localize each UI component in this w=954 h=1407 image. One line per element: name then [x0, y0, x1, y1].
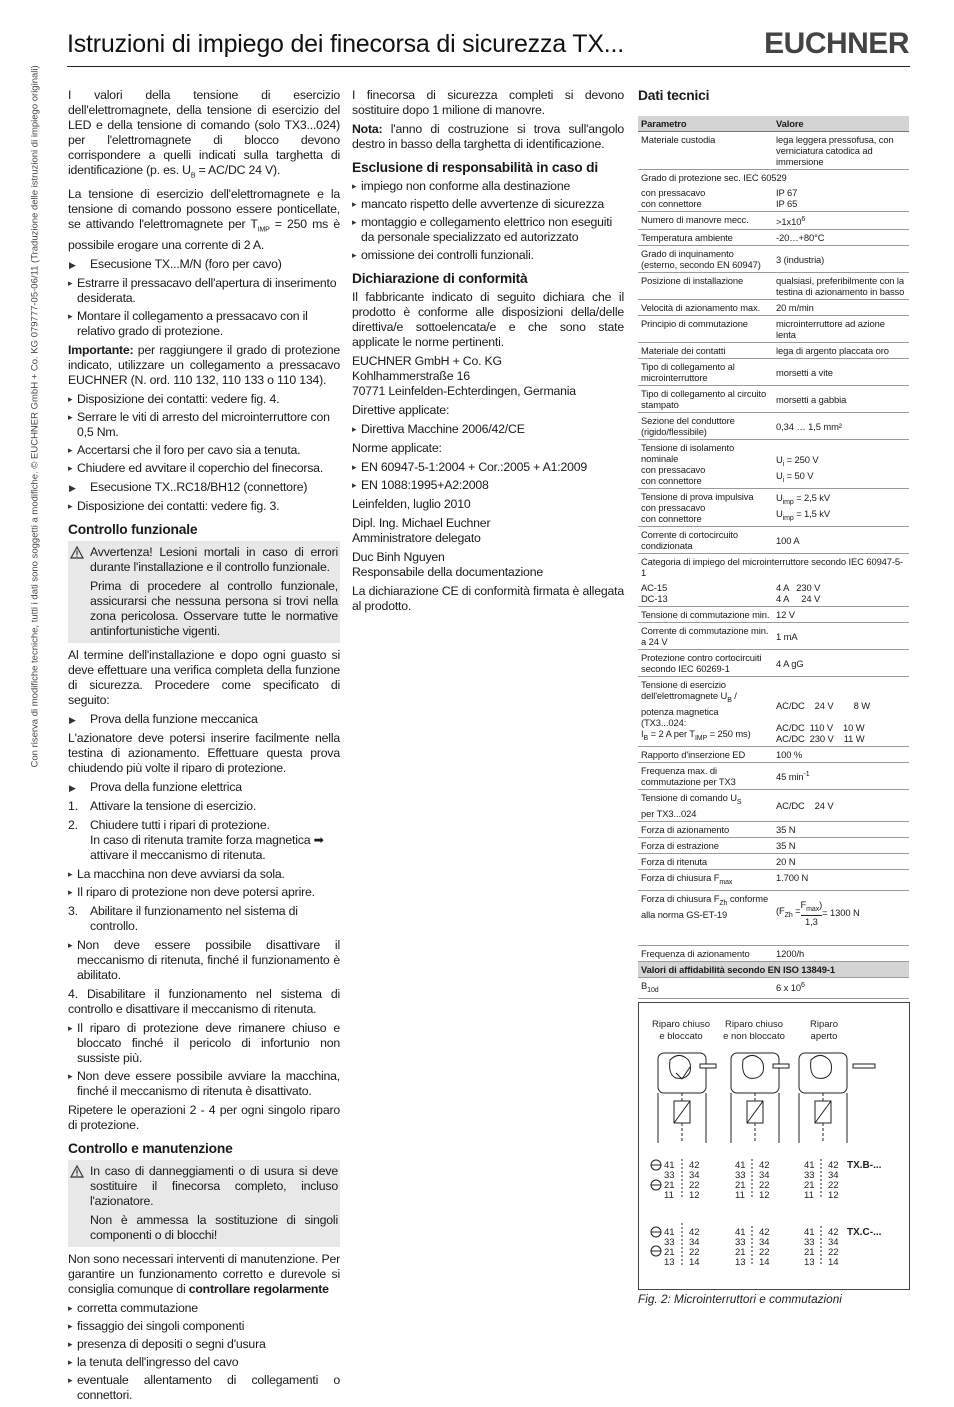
list-item: ▸ La macchina non deve avviarsi da sola. [68, 867, 340, 882]
warning-icon [70, 546, 84, 559]
list-item: ▸ mancato rispetto delle avvertenze di sicurezza [352, 197, 624, 212]
svg-text:42: 42 [828, 1227, 839, 1238]
step-meccanica: ▶ Prova della funzione meccanica [68, 712, 340, 727]
svg-text:42: 42 [759, 1227, 770, 1238]
label-aperto: Riparo [810, 1019, 838, 1030]
list-item: ▸ fissaggio dei singoli componenti [68, 1319, 340, 1334]
svg-text:14: 14 [759, 1257, 770, 1268]
switch-sketch-open [799, 1053, 875, 1143]
table-row: Grado di inquinamento (esterno, secondo EN 60947) 3 (industria) [638, 246, 909, 273]
manufacturer-address: EUCHNER GmbH + Co. KG Kohlhammerstraße 16 70771 Leinfelden-Echterdingen, Germania [352, 354, 576, 398]
table-row: AC-15 DC-13 4 A 230 V 4 A 24 V [638, 580, 909, 607]
svg-text:41: 41 [735, 1160, 746, 1171]
list-item: ▸ corretta commutazione [68, 1301, 340, 1316]
svg-text:22: 22 [759, 1180, 770, 1191]
label-norme: Norme applicate: [352, 441, 442, 455]
svg-text:14: 14 [828, 1257, 839, 1268]
label-txb: TX.B-... [847, 1160, 882, 1171]
table-row: $B_{10d}$ 6 x $10^6$ [638, 977, 909, 998]
table-row: Principio di commutazione microinterruttore ad azione lenta [638, 316, 909, 343]
header-rule [67, 66, 910, 67]
para-ponticellate: La tensione di esercizio dell'elettromagnete e la tensione di comando possono essere ponticellate, se attivando l'elettromagnete per $T_{IMP} = 250$ ms è possibile erogare una corrente di 2 A. [68, 187, 340, 252]
switch-sketch-closed-locked [658, 1053, 716, 1143]
svg-text:11: 11 [735, 1190, 745, 1201]
list-item: ▸ Accertarsi che il foro per cavo sia a tenuta. [68, 443, 340, 458]
list-item: ▸ montaggio e collegamento elettrico non eseguiti da personale specializzato ed autorizzato [352, 215, 624, 245]
table-header: Parametro Valore [638, 116, 909, 132]
numbered-step-2: 2. Chiudere tutti i ripari di protezione. In caso di ritenuta tramite forza magnetica ➡ attivare il meccanismo di ritenuta. [68, 817, 324, 862]
svg-text:13: 13 [664, 1257, 675, 1268]
svg-text:13: 13 [804, 1257, 815, 1268]
list-item: ▸ Montare il collegamento a pressacavo con il relativo grado di protezione. [68, 309, 340, 339]
svg-text:13: 13 [735, 1257, 746, 1268]
table-row: Sezione del conduttore (rigido/flessibile) 0,34 … 1,5 mm² [638, 413, 909, 440]
table-row: Tensione di comando $U_S$ per TX3...024 AC/DC 24 V [638, 789, 909, 821]
list-item: ▸ Il riparo di protezione non deve potersi aprire. [68, 885, 340, 900]
svg-text:42: 42 [759, 1160, 770, 1171]
table-row: Forza di ritenuta 20 N [638, 853, 909, 869]
step-mn: ▶ Esecusione TX...M/N (foro per cavo) [68, 257, 340, 272]
list-direttive [352, 422, 624, 437]
para-nota: Nota: l'anno di costruzione si trova sull'angolo destro in basso della targhetta di identificazione. [352, 122, 624, 151]
heading-esclusione: Esclusione di responsabilità in caso di [352, 160, 598, 175]
svg-text:12: 12 [828, 1190, 839, 1201]
svg-text:33: 33 [664, 1170, 675, 1181]
svg-text:41: 41 [664, 1227, 675, 1238]
switch-sketch-closed-unlocked [731, 1053, 789, 1143]
list-item: ▸ eventuale allentamento di collegamenti o connettori. [68, 1373, 340, 1403]
table-row: Tipo di collegamento al microinterruttore morsetti a vite [638, 359, 909, 386]
svg-text:21: 21 [735, 1180, 746, 1191]
para-dichiarazione: Il fabbricante indicato di seguito dichiara che il prodotto è conforme alle disposizioni della/delle direttiva/e sottoelencata/e e che sono state applicate le norme pertinenti. [352, 290, 624, 349]
table-row: Corrente di commutazione min. a 24 V 1 mA [638, 623, 909, 650]
svg-text:22: 22 [689, 1247, 700, 1258]
svg-text:11: 11 [804, 1190, 814, 1201]
svg-text:42: 42 [689, 1227, 700, 1238]
list-item: ▸ Estrarre il pressacavo dell'apertura di inserimento desiderata. [68, 276, 340, 306]
table-row: Tipo di collegamento al circuito stampato morsetti a gabbia [638, 386, 909, 413]
svg-text:41: 41 [804, 1227, 815, 1238]
list-item: ▸ Disposizione dei contatti: vedere fig. 3. [68, 499, 340, 514]
svg-text:33: 33 [804, 1170, 815, 1181]
tech-data-table [638, 116, 909, 999]
list-item: ▸ omissione dei controlli funzionali. [352, 248, 624, 263]
svg-text:42: 42 [828, 1160, 839, 1171]
column-3 [638, 88, 910, 999]
warning-text: Prima di procedere al controllo funzionale, assicurarsi che nessuna persona si trovi nella zona pericolosa. Osservare tutte le normative antinfortunistiche vigenti. [90, 578, 338, 638]
svg-text:22: 22 [828, 1247, 839, 1258]
column-2 [352, 88, 624, 618]
list-step-3 [68, 938, 340, 983]
svg-text:34: 34 [759, 1237, 770, 1248]
label-direttive: Direttive applicate: [352, 403, 450, 417]
table-row: Posizione di installazione qualsiasi, preferibilmente con la testina di azionamento in basso [638, 273, 909, 300]
svg-text:33: 33 [735, 1170, 746, 1181]
para-sostituzione: I finecorsa di sicurezza completi si devono sostituire dopo 1 milione di manovre. [352, 88, 624, 117]
table-row: Grado di protezione sec. IEC 60529 [641, 172, 787, 183]
para-ripetere: Ripetere le operazioni 2 - 4 per ogni singolo riparo di protezione. [68, 1102, 340, 1132]
brand-logo: EUCHNER [764, 27, 909, 60]
table-row: con pressacavo con connettore IP 67 IP 65 [638, 185, 909, 212]
table-row: Numero di manovre mecc. $>1x10^6$ [638, 212, 909, 230]
table-row: Materiale custodia lega leggera pressofusa, con verniciatura catodica ad immersione [638, 132, 909, 170]
svg-text:33: 33 [735, 1237, 746, 1248]
list-mn [68, 276, 340, 339]
list-item: ▸ la tenuta dell'ingresso del cavo [68, 1355, 340, 1370]
figure-microinterruttori [638, 1002, 910, 1290]
list-esclusione [352, 179, 624, 263]
svg-text:41: 41 [735, 1227, 746, 1238]
column-1 [68, 88, 340, 1407]
svg-text:42: 42 [689, 1160, 700, 1171]
svg-text:34: 34 [828, 1170, 839, 1181]
table-row: Temperatura ambiente -20…+80°C [638, 230, 909, 246]
list-montaggio [68, 392, 340, 476]
table-row: Tensione di commutazione min. 12 V [638, 607, 909, 623]
table-row: Velocità di azionamento max. 20 m/min [638, 300, 909, 316]
table-row: Materiale dei contatti lega di argento placcata oro [638, 343, 909, 359]
label-chiuso-non-bloccato: Riparo chiuso [724, 1019, 784, 1030]
para-importante: Importante: per raggiungere il grado di protezione indicato, utilizzare un collegamento a pressacavo EUCHNER (N. ord. 110 132, 110 133 o 110 134). [68, 342, 340, 387]
svg-text:33: 33 [804, 1237, 815, 1248]
svg-text:21: 21 [804, 1180, 815, 1191]
svg-text:21: 21 [735, 1247, 746, 1258]
table-row: Categoria di impiego del microinterruttore secondo IEC 60947-5-1 [641, 556, 904, 579]
contacts-txb [651, 1159, 882, 1201]
warning-icon [70, 1165, 84, 1178]
table-row: Tensione di prova impulsiva con pressacavo con connettore $U_{imp} = 2,5$ kV $U_{imp} = 1,5$ kV [638, 489, 909, 527]
table-row: Forza di azionamento 35 N [638, 821, 909, 837]
list-item: ▸ Direttiva Macchine 2006/42/CE [352, 422, 624, 437]
list-item: ▸ Non deve essere possibile disattivare il meccanismo di ritenuta, finché il funzionamento è abilitato. [68, 938, 340, 983]
list-item: ▸ Disposizione dei contatti: vedere fig. 4. [68, 392, 340, 407]
figure-caption: Fig. 2: Microinterruttori e commutazioni [638, 1292, 842, 1306]
para-termine: Al termine dell'installazione e dopo ogni guasto si deve effettuare una verifica completa della funzione di sicurezza. Procedere come specificato di seguito: [68, 647, 340, 707]
svg-text:12: 12 [759, 1190, 770, 1201]
para-azionatore: L'azionatore deve potersi inserire facilmente nella testina di azionamento. Effettuare questa prova chiudendo più volte il riparo di protezione. [68, 730, 340, 775]
list-rc [68, 499, 340, 514]
switch-diagram [639, 1003, 909, 1289]
svg-text:22: 22 [689, 1180, 700, 1191]
heading-manutenzione: Controllo e manutenzione [68, 1140, 233, 1156]
list-item: ▸ impiego non conforme alla destinazione [352, 179, 624, 194]
svg-text:34: 34 [689, 1170, 700, 1181]
para-manutenzione: Non sono necessari interventi di manutenzione. Per garantire un funzionamento corretto e durevole si consiglia comunque di controllare regolarmente [68, 1251, 340, 1296]
svg-text:34: 34 [689, 1237, 700, 1248]
table-row: Protezione contro cortocircuiti secondo IEC 60269-1 4 A gG [638, 650, 909, 677]
table-row: Frequenza di azionamento 1200/h [638, 945, 909, 961]
svg-text:34: 34 [759, 1170, 770, 1181]
warning-text: In caso di danneggiamenti o di usura si deve sostituire il finecorsa completo, incluso l'azionatore. [90, 1163, 338, 1208]
warning-text: Non è ammessa la sostituzione di singoli componenti o di blocchi! [90, 1212, 338, 1242]
table-row: Corrente di cortocircuito condizionata 100 A [638, 527, 909, 554]
svg-text:21: 21 [804, 1247, 815, 1258]
page-title: Istruzioni di impiego dei finecorsa di sicurezza TX... [67, 30, 625, 58]
list-item: ▸ Non deve essere possibile avviare la macchina, finché il meccanismo di ritenuta è disattivato. [68, 1069, 340, 1099]
svg-text:34: 34 [828, 1237, 839, 1248]
contacts-txc [651, 1223, 882, 1268]
para-tensioni: I valori della tensione di esercizio dell'elettromagnete, della tensione di esercizio del LED e della tensione di comando (solo TX3...024) per l'elettromagnete di blocco devono corrispondere a quelli indicati sulla targhetta di identificazione (p. es. $U_B = AC/DC$ 24 V). [68, 88, 340, 180]
table-row: Tensione di esercizio dell'elettromagnete $U_B$ / potenza magnetica (TX3...024: $I_B = 2$ A per $T_{IMP} = 250$ ms) AC/DC 24 V 8 W AC/DC 110 V 10 W AC/DC 230 V 11 W [638, 677, 909, 747]
list-controlli [68, 1301, 340, 1403]
numbered-step-4: 4. Disabilitare il funzionamento nel sistema di controllo e disattivare il meccanismo di ritenuta. [68, 986, 340, 1016]
signatory-2: Duc Binh Nguyen Responsabile della documentazione [352, 550, 543, 579]
warning-box-controllo [68, 541, 340, 643]
label-aperto: aperto [810, 1031, 838, 1042]
svg-text:12: 12 [689, 1190, 700, 1201]
table-row: Tensione di isolamento nominale con pressacavo con connettore $U_i = 250$ V $U_i = 50$ V [638, 440, 909, 489]
list-step-4 [68, 1021, 340, 1099]
svg-text:33: 33 [664, 1237, 675, 1248]
label-chiuso-non-bloccato: e non bloccato [723, 1031, 785, 1042]
list-item: ▸ Il riparo di protezione deve rimanere chiuso e bloccato finché il pericolo di infortunio non sussiste più. [68, 1021, 340, 1066]
list-step-2 [68, 867, 340, 900]
place-date: Leinfelden, luglio 2010 [352, 497, 471, 511]
label-chiuso-bloccato: e bloccato [659, 1031, 703, 1042]
list-item: ▸ Chiudere ed avvitare il coperchio del finecorsa. [68, 461, 340, 476]
svg-text:22: 22 [759, 1247, 770, 1258]
label-txc: TX.C-... [847, 1227, 882, 1238]
heading-dichiarazione: Dichiarazione di conformità [352, 271, 528, 286]
heading-dati-tecnici: Dati tecnici [638, 88, 710, 103]
label-chiuso-bloccato: Riparo chiuso [651, 1019, 711, 1030]
list-norme [352, 460, 624, 493]
table-row: Forza di estrazione 35 N [638, 837, 909, 853]
table-row: Rapporto d'inserzione ED 100 % [638, 746, 909, 762]
svg-text:41: 41 [804, 1160, 815, 1171]
warning-box-manutenzione [68, 1160, 340, 1247]
heading-controllo: Controllo funzionale [68, 521, 198, 537]
list-item: ▸ Serrare le viti di arresto del microinterruttore con 0,5 Nm. [68, 410, 340, 440]
table-row: Forza di chiusura $F_{max}$ 1.700 N [638, 869, 909, 890]
step-rc: ▶ Esecusione TX..RC18/BH12 (connettore) [68, 480, 340, 495]
numbered-step-1: 1. Attivare la tensione di esercizio. [68, 798, 257, 813]
svg-text:21: 21 [664, 1247, 675, 1258]
numbered-step-3: 3. Abilitare il funzionamento nel sistema di controllo. [68, 903, 298, 933]
svg-text:41: 41 [664, 1160, 675, 1171]
side-note: Con riserva di modifiche tecniche, tutti i dati sono soggetti a modifiche. © EUCHNER GmbH + Co. KG 079777-05-06/11 (Traduzione delle istruzioni di impiego originali) [29, 65, 41, 768]
step-elettrica: ▶ Prova della funzione elettrica [68, 780, 340, 795]
table-subheader: Valori di affidabilità secondo EN ISO 13849-1 [638, 961, 909, 977]
warning-text: Avvertenza! Lesioni mortali in caso di errori durante l'installazione e il controllo funzionale. [90, 544, 338, 574]
list-item: ▸ presenza di depositi o segni d'usura [68, 1337, 340, 1352]
list-item: ▸ EN 60947-5-1:2004 + Cor.:2005 + A1:2009 [352, 460, 624, 475]
list-item: ▸ EN 1088:1995+A2:2008 [352, 478, 624, 493]
para-ce: La dichiarazione CE di conformità firmata è allegata al prodotto. [352, 584, 624, 613]
svg-text:22: 22 [828, 1180, 839, 1191]
table-row: Forza di chiusura $F_{Zh}$ conforme alla norma GS-ET-19 ($F_{Zh}$ = $F_{max}$) 1,3 = 1300 N [638, 890, 909, 945]
table-row: Frequenza max. di commutazione per TX3 45 $\min^{-1}$ [638, 762, 909, 789]
svg-text:11: 11 [664, 1190, 674, 1201]
signatory-1: Dipl. Ing. Michael Euchner Amministratore delegato [352, 516, 491, 545]
svg-text:14: 14 [689, 1257, 700, 1268]
svg-text:21: 21 [664, 1180, 675, 1191]
